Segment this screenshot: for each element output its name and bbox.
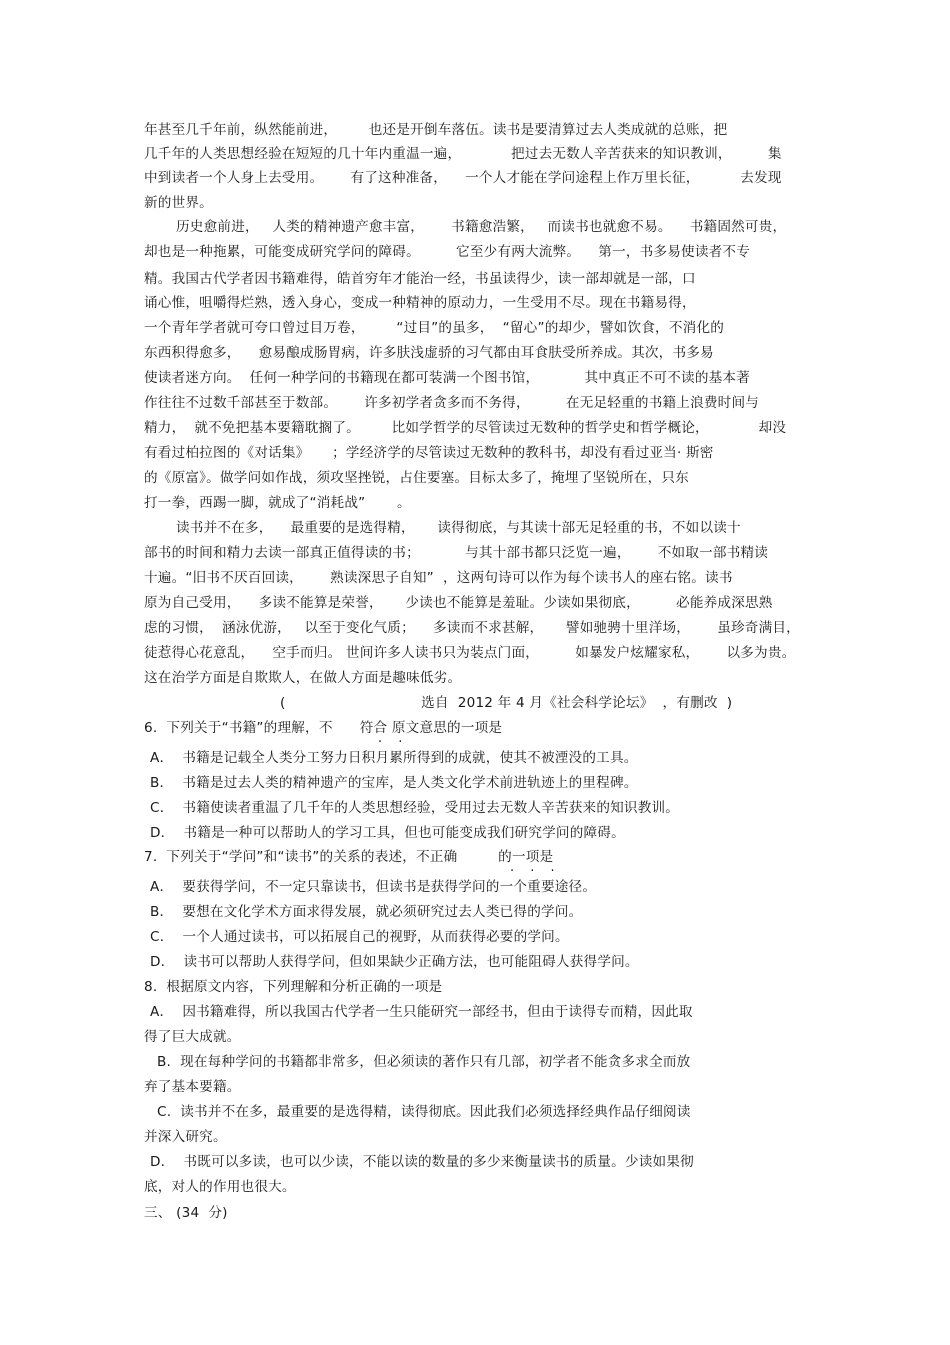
source-citation: ( 选自 2012 年 4 月《社会科学论坛》 ，有删改 )	[280, 695, 733, 711]
passage-line: 作往往不过数千部甚至于数部。 许多初学者贪多而不务得， 在无足轻重的书籍上浪费时间与	[144, 395, 760, 411]
emphasis-dots: · · ·	[510, 864, 561, 879]
answer-option: D． 读书可以帮助人获得学问，但如果缺少正确方法，也可能阻碍人获得学问。	[150, 954, 639, 970]
passage-line: 精。我国古代学者因书籍难得，皓首穷年才能治一经，书虽读得少，读一部却就是一部，口	[144, 271, 696, 287]
answer-option: C． 一个人通过读书，可以拓展自己的视野，从而获得必要的学问。	[150, 929, 569, 945]
passage-line: 精力， 就不免把基本要籍耽搁了。 比如学哲学的尽管读过无数种的哲学史和哲学概论， 却没	[144, 420, 787, 436]
passage-line: 新的世界。	[144, 195, 213, 211]
passage-line: 读书并不在多， 最重要的是选得精， 读得彻底，与其读十部无足轻重的书，不如以读十	[176, 520, 741, 536]
passage-line: 虑的习惯， 涵泳优游， 以至于变化气质； 多读而不求甚解， 譬如驰骋十里洋场， 虽珍奇满目，	[144, 620, 800, 636]
answer-option: C． 书籍使读者重温了几千年的人类思想经验，受用过去无数人辛苦获来的知识教训。	[150, 800, 680, 816]
answer-option: B． 要想在文化学术方面求得发展，就必须研究过去人类已得的学问。	[150, 904, 583, 920]
passage-line: 徒惹得心花意乱， 空手而归。 世间许多人读书只为装点门面， 如暴发户炫耀家私， 以多为贵。	[144, 645, 796, 661]
answer-option-continuation: 底，对人的作用也很大。	[144, 1179, 296, 1195]
question-stem: 7. 下列关于“学问”和“读书”的关系的表述，不正确 的一项是	[144, 849, 554, 865]
answer-option-continuation: 并深入研究。	[144, 1129, 227, 1145]
passage-line: 却也是一种拖累，可能变成研究学问的障碍。 它至少有两大流弊。 第一，书多易使读者不专	[144, 244, 750, 260]
passage-line: 年甚至几千年前，纵然能前进， 也还是开倒车落伍。读书是要清算过去人类成就的总账，把	[144, 122, 728, 138]
answer-option: B． 书籍是过去人类的精神遗产的宝库，是人类文化学术前进轨迹上的里程碑。	[150, 775, 638, 791]
passage-line: 诵心惟，咀嚼得烂熟，透入身心，变成一种精神的原动力，一生受用不尽。现在书籍易得，	[144, 295, 696, 311]
answer-option: C. 读书并不在多，最重要的是选得精，读得彻底。因此我们必须选择经典作品仔细阅读	[157, 1104, 691, 1120]
question-stem: 6. 下列关于“书籍”的理解，不 符合 原文意思的一项是	[144, 720, 503, 736]
passage-line: 部书的时间和精力去读一部真正值得读的书； 与其十部书都只泛览一遍， 不如取一部书精读	[144, 545, 769, 561]
section-heading: 三、 (34 分)	[144, 1205, 228, 1221]
passage-line: 使读者迷方向。 任何一种学问的书籍现在都可装满一个图书馆， 其中真正不可不读的基本著	[144, 370, 750, 386]
answer-option: D． 书既可以多读，也可以少读，不能以读的数量的多少来衡量读书的质量。少读如果彻	[150, 1154, 694, 1170]
passage-line: 有看过柏拉图的《对话集》 ；学经济学的尽管读过无数种的教科书，却没有看过亚当· 斯密	[144, 445, 714, 461]
answer-option-continuation: 得了巨大成就。	[144, 1029, 241, 1045]
answer-option: A． 因书籍难得，所以我国古代学者一生只能研究一部经书，但由于读得专而精，因此取	[150, 1004, 693, 1020]
passage-line: 原为自己受用， 多读不能算是荣誉， 少读也不能算是羞耻。少读如果彻底， 必能养成深思熟	[144, 595, 773, 611]
answer-option-continuation: 弃了基本要籍。	[144, 1079, 241, 1095]
question-stem: 8. 根据原文内容，下列理解和分析正确的一项是	[144, 979, 443, 995]
passage-line: 打一拳，西踢一脚，就成了“消耗战” 。	[144, 495, 411, 511]
answer-option: A． 要获得学问，不一定只靠读书，但读书是获得学问的一个重要途径。	[150, 879, 597, 895]
passage-line: 中到读者一个人身上去受用。 有了这种准备， 一个人才能在学问途程上作万里长征， 去发现	[144, 170, 782, 186]
passage-line: 这在治学方面是自欺欺人，在做人方面是趣味低劣。	[144, 670, 462, 686]
answer-option: D． 书籍是一种可以帮助人的学习工具，但也可能变成我们研究学问的障碍。	[150, 825, 625, 841]
emphasis-dots: · ·	[378, 735, 409, 750]
passage-line: 的《原富》。做学问如作战，须攻坚挫锐，占住要塞。目标太多了，掩埋了坚锐所在，只东	[144, 470, 689, 486]
passage-line: 十遍。“旧书不厌百回读， 熟读深思子自知” ，这两句诗可以作为每个读书人的座右铭。读书	[144, 570, 733, 586]
passage-line: 东西积得愈多， 愈易酿成肠胃病，许多肤浅虚骄的习气都由耳食肤受所养成。其次，书多易	[144, 345, 714, 361]
answer-option: B. 现在每种学问的书籍都非常多，但必须读的著作只有几部，初学者不能贪多求全而放	[157, 1054, 691, 1070]
passage-line: 一个青年学者就可夸口曾过目万卷， “过目”的虽多， “留心”的却少，譬如饮食，不消化的	[144, 320, 725, 336]
passage-line: 历史愈前进， 人类的精神遗产愈丰富， 书籍愈浩繁， 而读书也就愈不易。 书籍固然可贵，	[176, 219, 787, 235]
answer-option: A． 书籍是记载全人类分工努力日积月累所得到的成就，使其不被湮没的工具。	[150, 750, 638, 766]
passage-line: 几千年的人类思想经验在短短的几十年内重温一遍， 把过去无数人辛苦获来的知识教训， 集	[144, 146, 782, 162]
